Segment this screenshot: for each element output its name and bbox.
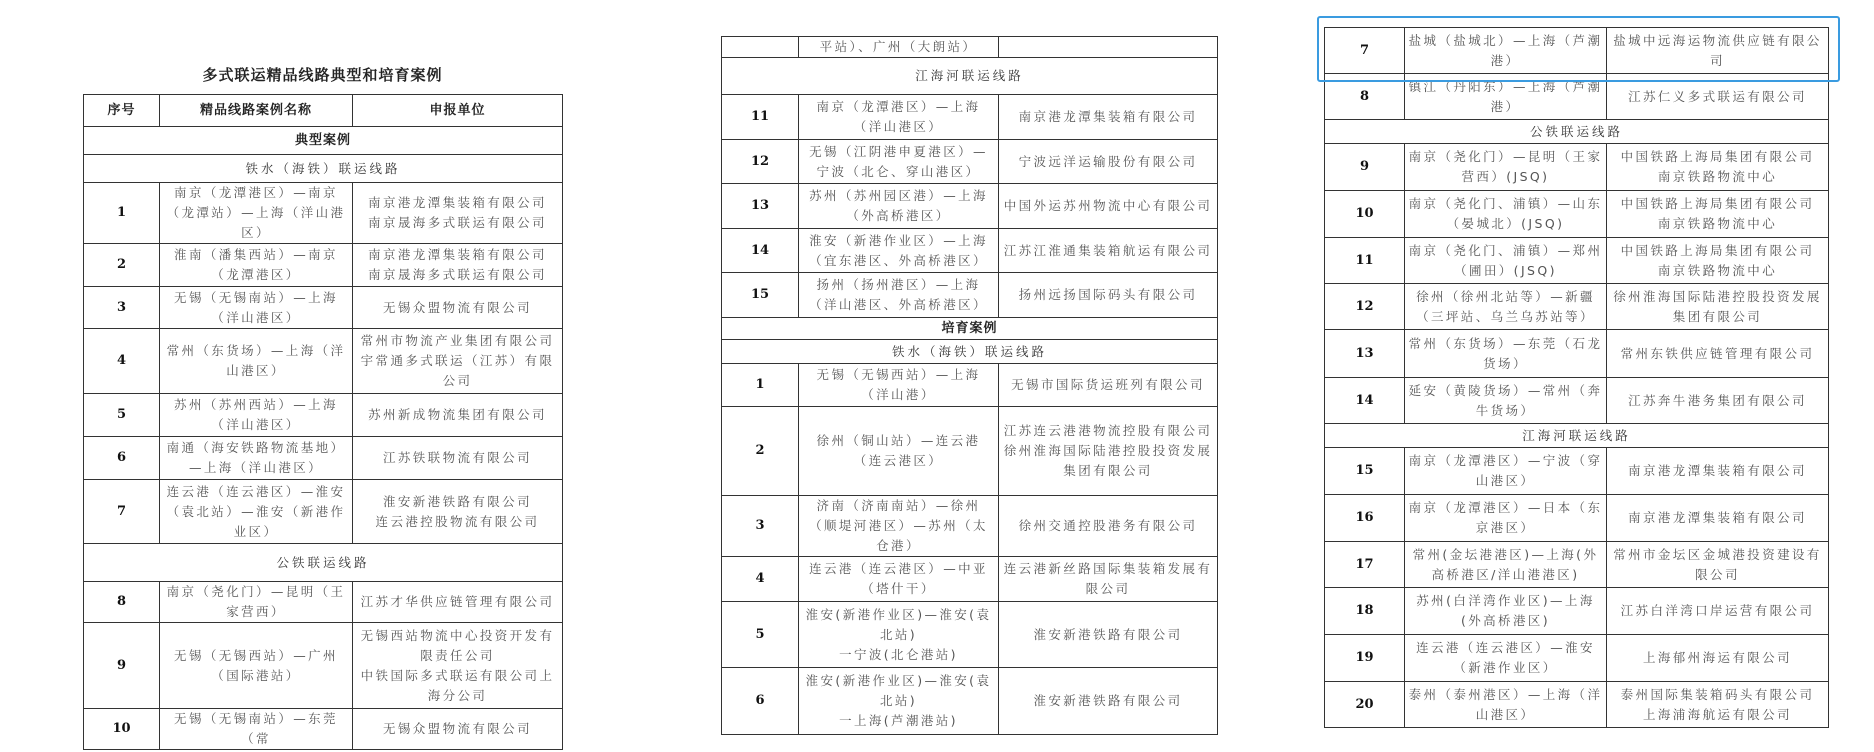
route-name-cell: 常州（东货场）—东莞（石龙货场） (1405, 330, 1607, 378)
table-row (722, 407, 1218, 496)
reporting-unit-cell: 泰州国际集装箱码头有限公司 上海浦海航运有限公司 (1607, 682, 1829, 728)
reporting-unit-cell: 淮安新港铁路有限公司 (999, 602, 1218, 668)
table-row (84, 287, 563, 329)
table-row (84, 183, 563, 244)
reporting-unit-cell: 江苏江淮通集装箱航运有限公司 (999, 229, 1218, 273)
table-row (722, 184, 1218, 229)
table-row (84, 480, 563, 544)
serial-number-cell: 1 (722, 364, 799, 407)
route-name-cell: 淮安(新港作业区)—淮安(袁北站) 一宁波(北仑港站) (799, 602, 999, 668)
serial-number-cell: 14 (722, 229, 799, 273)
reporting-unit-cell: 南京港龙潭集装箱有限公司 南京晟海多式联运有限公司 (353, 244, 563, 287)
table-row (722, 557, 1218, 602)
route-name-cell: 苏州（苏州西站）—上海（洋山港区） (160, 394, 353, 437)
serial-number-cell: 5 (722, 602, 799, 668)
subsection-title: 公铁联运线路 (1325, 120, 1829, 144)
table-row (1325, 74, 1829, 120)
page-3-table (1324, 27, 1829, 728)
reporting-unit-cell: 南京港龙潭集装箱有限公司 (999, 95, 1218, 140)
table-row (1325, 635, 1829, 682)
reporting-unit-cell: 常州东铁供应链管理有限公司 (1607, 330, 1829, 378)
header-serial-number: 序号 (84, 95, 160, 127)
table-row (84, 244, 563, 287)
serial-number-cell: 4 (722, 557, 799, 602)
reporting-unit-cell: 宁波远洋运输股份有限公司 (999, 140, 1218, 184)
table-row (84, 709, 563, 750)
reporting-unit-cell: 无锡众盟物流有限公司 (353, 709, 563, 750)
serial-number-cell: 13 (1325, 330, 1405, 378)
reporting-unit-cell: 徐州交通控股港务有限公司 (999, 496, 1218, 557)
route-name-cell: 泰州（泰州港区）—上海（洋山港区） (1405, 682, 1607, 728)
serial-number-cell: 1 (84, 183, 160, 244)
serial-number-cell: 2 (722, 407, 799, 496)
serial-number-cell: 6 (84, 437, 160, 480)
table-row (84, 582, 563, 623)
serial-number-cell: 3 (84, 287, 160, 329)
serial-number-cell: 2 (84, 244, 160, 287)
route-name-cell: 南京（龙潭港区）—日本（东京港区） (1405, 495, 1607, 542)
section-title: 典型案例 (84, 127, 563, 155)
reporting-unit-cell: 常州市物流产业集团有限公司 宇常通多式联运（江苏）有限公司 (353, 329, 563, 394)
serial-number-cell: 6 (722, 668, 799, 735)
serial-number-cell: 8 (84, 582, 160, 623)
route-name-cell: 南通（海安铁路物流基地）—上海（洋山港区） (160, 437, 353, 480)
route-name-cell: 连云港（连云港区）—淮安（袁北站）—淮安（新港作业区） (160, 480, 353, 544)
route-name-cell: 镇江（丹阳东）—上海（芦潮港） (1405, 74, 1607, 120)
route-name-cell: 济南（济南南站）—徐州（顺堤河港区）—苏州（太仓港） (799, 496, 999, 557)
serial-number-cell: 17 (1325, 542, 1405, 588)
serial-number-cell: 19 (1325, 635, 1405, 682)
table-row (722, 273, 1218, 318)
reporting-unit-cell: 江苏连云港港物流控股有限公司 徐州淮海国际陆港控股投资发展集团有限公司 (999, 407, 1218, 496)
reporting-unit-cell: 江苏铁联物流有限公司 (353, 437, 563, 480)
serial-number-cell: 16 (1325, 495, 1405, 542)
reporting-unit-cell (999, 37, 1218, 58)
reporting-unit-cell: 苏州新成物流集团有限公司 (353, 394, 563, 437)
table-row (1325, 378, 1829, 424)
section-heading-row (722, 318, 1218, 340)
table-row (84, 394, 563, 437)
serial-number-cell: 15 (1325, 448, 1405, 495)
serial-number-cell: 7 (1325, 28, 1405, 74)
reporting-unit-cell: 盐城中远海运物流供应链有限公司 (1607, 28, 1829, 74)
route-name-cell: 连云港（连云港区）—中亚（塔什干） (799, 557, 999, 602)
route-name-cell: 南京（龙潭港区）—南京（龙潭站）—上海（洋山港区） (160, 183, 353, 244)
table-row (722, 602, 1218, 668)
table-row (722, 229, 1218, 273)
subsection-heading-row (84, 155, 563, 183)
reporting-unit-cell: 江苏仁义多式联运有限公司 (1607, 74, 1829, 120)
table-row (84, 623, 563, 709)
subsection-heading-row (1325, 120, 1829, 144)
section-heading-row (84, 127, 563, 155)
subsection-title: 江海河联运线路 (722, 58, 1218, 95)
subsection-title: 铁水（海铁）联运线路 (84, 155, 563, 183)
header-reporting-unit: 申报单位 (353, 95, 563, 127)
document-title: 多式联运精品线路典型和培育案例 (202, 66, 443, 84)
route-name-cell: 连云港（连云港区）—淮安（新港作业区） (1405, 635, 1607, 682)
reporting-unit-cell: 连云港新丝路国际集装箱发展有限公司 (999, 557, 1218, 602)
route-name-cell: 南京（尧化门、浦镇）—山东（晏城北）(JSQ) (1405, 191, 1607, 238)
subsection-title: 铁水（海铁）联运线路 (722, 340, 1218, 364)
serial-number-cell: 14 (1325, 378, 1405, 424)
table-row (84, 437, 563, 480)
table-row (1325, 588, 1829, 635)
route-name-cell: 平站）、广州（大朗站） (799, 37, 999, 58)
table-row (1325, 238, 1829, 284)
table-row (1325, 284, 1829, 330)
serial-number-cell: 18 (1325, 588, 1405, 635)
route-name-cell: 常州（东货场）—上海（洋山港区） (160, 329, 353, 394)
route-name-cell: 徐州（徐州北站等）—新疆（三坪站、乌兰乌苏站等） (1405, 284, 1607, 330)
page-1-table (83, 94, 563, 750)
reporting-unit-cell: 徐州淮海国际陆港控股投资发展集团有限公司 (1607, 284, 1829, 330)
table-row (1325, 542, 1829, 588)
serial-number-cell: 3 (722, 496, 799, 557)
subsection-title: 公铁联运线路 (84, 544, 563, 582)
reporting-unit-cell: 淮安新港铁路有限公司 连云港控股物流有限公司 (353, 480, 563, 544)
route-name-cell: 南京（尧化门、浦镇）—郑州（圃田）(JSQ) (1405, 238, 1607, 284)
route-name-cell: 延安（黄陵货场）—常州（奔牛货场） (1405, 378, 1607, 424)
route-name-cell: 淮南（潘集西站）—南京（龙潭港区） (160, 244, 353, 287)
reporting-unit-cell: 淮安新港铁路有限公司 (999, 668, 1218, 735)
reporting-unit-cell: 江苏奔牛港务集团有限公司 (1607, 378, 1829, 424)
serial-number-cell: 10 (84, 709, 160, 750)
route-name-cell: 南京（尧化门）—昆明（王家营西）(JSQ) (1405, 144, 1607, 191)
subsection-heading-row (84, 544, 563, 582)
route-name-cell: 苏州（苏州园区港）—上海（外高桥港区） (799, 184, 999, 229)
serial-number-cell: 12 (1325, 284, 1405, 330)
table-row (84, 329, 563, 394)
reporting-unit-cell: 无锡众盟物流有限公司 (353, 287, 563, 329)
subsection-heading-row (722, 58, 1218, 95)
table-row (1325, 448, 1829, 495)
route-name-cell: 无锡（江阴港申夏港区）—宁波（北仑、穿山港区） (799, 140, 999, 184)
serial-number-cell: 9 (84, 623, 160, 709)
route-name-cell: 南京（龙潭港区）—上海（洋山港区） (799, 95, 999, 140)
reporting-unit-cell: 常州市金坛区金城港投资建设有限公司 (1607, 542, 1829, 588)
route-name-cell: 徐州（铜山站）—连云港（连云港区） (799, 407, 999, 496)
reporting-unit-cell: 无锡西站物流中心投资开发有限责任公司 中铁国际多式联运有限公司上海分公司 (353, 623, 563, 709)
reporting-unit-cell: 江苏才华供应链管理有限公司 (353, 582, 563, 623)
serial-number-cell: 15 (722, 273, 799, 318)
page-2-table (721, 36, 1218, 735)
route-name-cell: 苏州(白洋湾作业区)—上海(外高桥港区) (1405, 588, 1607, 635)
route-name-cell: 无锡（无锡南站）—上海（洋山港区） (160, 287, 353, 329)
route-name-cell: 盐城（盐城北）—上海（芦潮港） (1405, 28, 1607, 74)
header-route-name: 精品线路案例名称 (160, 95, 353, 127)
reporting-unit-cell: 中国铁路上海局集团有限公司 南京铁路物流中心 (1607, 191, 1829, 238)
serial-number-cell: 8 (1325, 74, 1405, 120)
serial-number-cell: 5 (84, 394, 160, 437)
table-row (1325, 495, 1829, 542)
reporting-unit-cell: 无锡市国际货运班列有限公司 (999, 364, 1218, 407)
route-name-cell: 淮安（新港作业区）—上海（宜东港区、外高桥港区） (799, 229, 999, 273)
reporting-unit-cell: 扬州远扬国际码头有限公司 (999, 273, 1218, 318)
route-name-cell: 淮安(新港作业区)—淮安(袁北站) 一上海(芦潮港站) (799, 668, 999, 735)
reporting-unit-cell: 中国铁路上海局集团有限公司 南京铁路物流中心 (1607, 238, 1829, 284)
serial-number-cell: 4 (84, 329, 160, 394)
reporting-unit-cell: 中国铁路上海局集团有限公司 南京铁路物流中心 (1607, 144, 1829, 191)
table-row (722, 496, 1218, 557)
serial-number-cell: 10 (1325, 191, 1405, 238)
table-row (1325, 191, 1829, 238)
serial-number-cell (722, 37, 799, 58)
table-row (722, 140, 1218, 184)
reporting-unit-cell: 南京港龙潭集装箱有限公司 (1607, 448, 1829, 495)
serial-number-cell: 11 (722, 95, 799, 140)
table-row (1325, 28, 1829, 74)
reporting-unit-cell: 南京港龙潭集装箱有限公司 南京晟海多式联运有限公司 (353, 183, 563, 244)
serial-number-cell: 12 (722, 140, 799, 184)
subsection-title: 江海河联运线路 (1325, 424, 1829, 448)
reporting-unit-cell: 上海郁州海运有限公司 (1607, 635, 1829, 682)
route-name-cell: 南京（尧化门）—昆明（王家营西） (160, 582, 353, 623)
serial-number-cell: 20 (1325, 682, 1405, 728)
serial-number-cell: 11 (1325, 238, 1405, 284)
reporting-unit-cell: 中国外运苏州物流中心有限公司 (999, 184, 1218, 229)
serial-number-cell: 9 (1325, 144, 1405, 191)
subsection-heading-row (722, 340, 1218, 364)
route-name-cell: 无锡（无锡南站）—东莞（常 (160, 709, 353, 750)
route-name-cell: 无锡（无锡西站）—广州（国际港站） (160, 623, 353, 709)
reporting-unit-cell: 江苏白洋湾口岸运营有限公司 (1607, 588, 1829, 635)
table-row (722, 95, 1218, 140)
route-name-cell: 扬州（扬州港区）—上海（洋山港区、外高桥港区） (799, 273, 999, 318)
route-name-cell: 无锡（无锡西站）—上海（洋山港） (799, 364, 999, 407)
route-name-cell: 南京（龙潭港区）—宁波（穿山港区） (1405, 448, 1607, 495)
serial-number-cell: 7 (84, 480, 160, 544)
table-row (722, 364, 1218, 407)
table-row (1325, 330, 1829, 378)
table-row (722, 668, 1218, 735)
subsection-heading-row (1325, 424, 1829, 448)
section-title: 培育案例 (722, 318, 1218, 340)
route-name-cell: 常州(金坛港港区)—上海(外高桥港区/洋山港港区) (1405, 542, 1607, 588)
serial-number-cell: 13 (722, 184, 799, 229)
table-row (1325, 682, 1829, 728)
table-header-row (84, 95, 563, 127)
table-row (1325, 144, 1829, 191)
table-row (722, 37, 1218, 58)
reporting-unit-cell: 南京港龙潭集装箱有限公司 (1607, 495, 1829, 542)
